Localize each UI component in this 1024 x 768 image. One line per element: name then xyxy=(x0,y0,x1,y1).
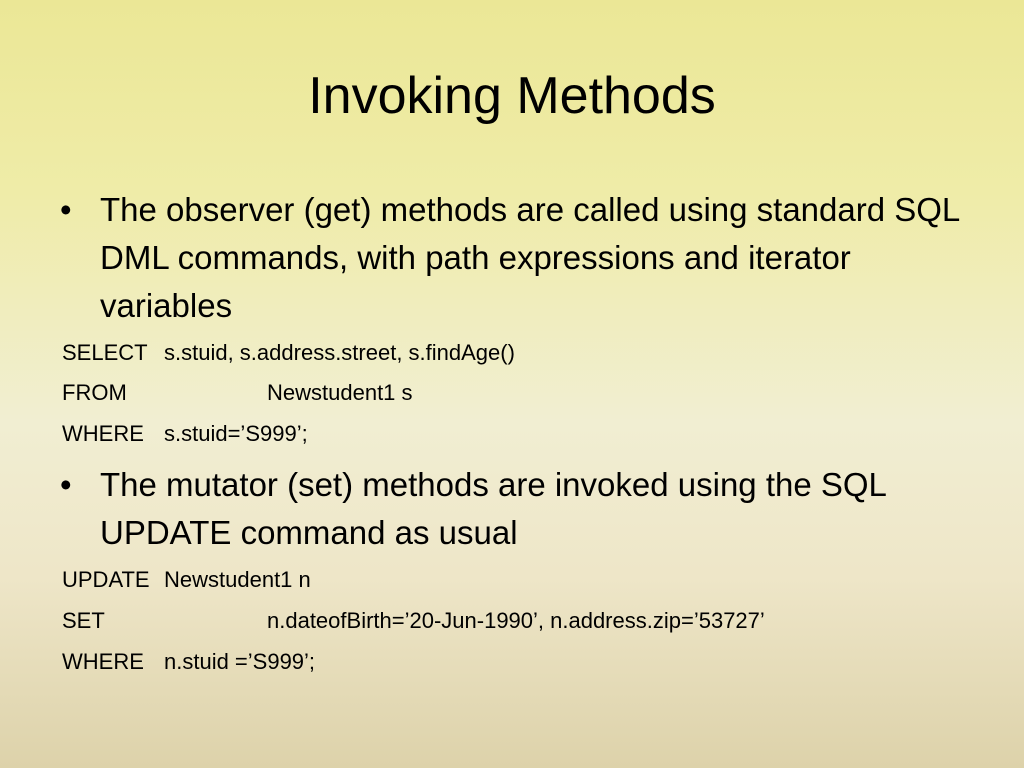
bullet-marker: • xyxy=(60,191,72,228)
bullet-marker: • xyxy=(60,466,72,503)
sql-keyword: WHERE xyxy=(62,421,144,446)
sql-clause: Newstudent1 n xyxy=(164,567,311,592)
bullet-mutator xyxy=(60,461,980,557)
sql-keyword: WHERE xyxy=(62,649,144,674)
sql-keyword: FROM xyxy=(62,380,127,405)
sql-clause: s.stuid, s.address.street, s.findAge() xyxy=(164,340,515,365)
slide-title: Invoking Methods xyxy=(308,67,716,125)
sql-clause: s.stuid=’S999’; xyxy=(164,421,308,446)
sql-keyword: UPDATE xyxy=(62,567,150,592)
sql-keyword: SELECT xyxy=(62,340,148,365)
sql-clause: n.stuid =’S999’; xyxy=(164,649,316,674)
bullet-text: The mutator (set) methods are invoked using the SQL UPDATE command as usual xyxy=(100,466,886,551)
sql-keyword: SET xyxy=(62,608,105,633)
sql-clause: n.dateofBirth=’20-Jun-1990’, n.address.zip=’53727’ xyxy=(267,608,765,633)
bullet-observer xyxy=(60,186,980,330)
bullet-text: The observer (get) methods are called using standard SQL DML commands, with path expressions and iterator variables xyxy=(100,191,960,324)
sql-clause: Newstudent1 s xyxy=(267,380,413,405)
